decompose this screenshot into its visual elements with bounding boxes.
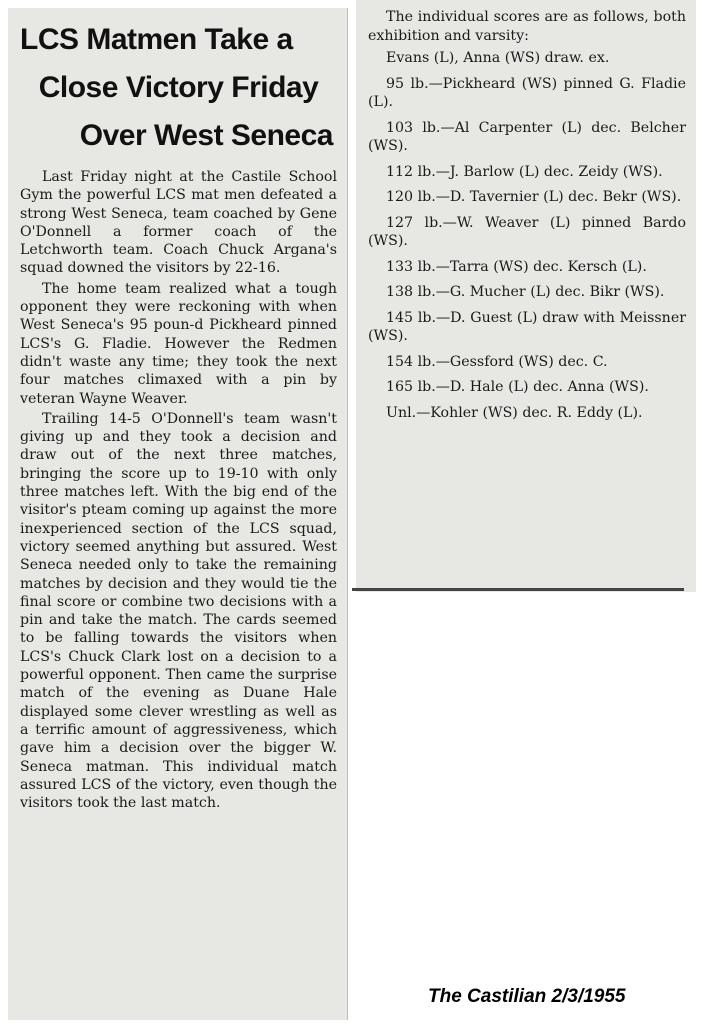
score-line: 103 lb.—Al Carpenter (L) dec. Belcher (WS). [368, 119, 686, 154]
score-line: 133 lb.—Tarra (WS) dec. Kersch (L). [386, 258, 647, 275]
article-paragraph: Last Friday night at the Castile School Gym the powerful LCS mat men defeated a strong West Seneca, team coached by Gene O'Donnell a former coach of the Letchworth team. Coach Chuck Argana's squad downed the visitors by 22-16. [20, 169, 337, 277]
score-line: 112 lb.—J. Barlow (L) dec. Zeidy (WS). [386, 163, 663, 180]
score-line: 154 lb.—Gessford (WS) dec. C. [386, 353, 608, 370]
bottom-rule [352, 588, 684, 591]
scores-intro: The individual scores are as follows, both exhibition and varsity: [368, 9, 686, 44]
headline-line-1: LCS Matmen Take a [20, 23, 293, 56]
article-column [8, 8, 348, 1020]
article-body [20, 168, 337, 812]
score-line: Unl.—Kohler (WS) dec. R. Eddy (L). [386, 404, 643, 421]
article-paragraph: The home team realized what a tough opponent they were reckoning with when West Seneca's 95 poun-d Pickheard pinned LCS's G. Fladie. However the Redmen didn't waste any time; they took the next four matches climaxed with a pin by veteran Wayne Weaver. [20, 280, 337, 407]
headline-line-2: Close Victory Friday [38, 71, 319, 104]
article-paragraph: Trailing 14-5 O'Donnell's team wasn't giving up and they took a decision and draw out of the next three matches, bringing the score up to 19-10 with only three matches left. With the big end of the visitor's pteam coming up against the more inexperienced section of the LCS squad, victory seemed anything but assured. West Seneca needed only to take the remaining matches by decision and they would tie the final score or combine two decisions with a pin and take the match. The cards seemed to be falling towards the visitors when LCS's Chuck Clark lost on a decision to a powerful opponent. Then came the surprise match of the evening as Duane Hale displayed some clever wrestling as well as a terrific amount of aggressiveness, which gave him a decision over the bigger W. Seneca matman. This individual match assured LCS of the victory, even though the visitors took the last match. [20, 410, 337, 812]
source-caption: The Castilian 2/3/1955 [428, 986, 626, 1007]
score-line: 95 lb.—Pickheard (WS) pinned G. Fladie (L). [368, 75, 686, 110]
score-line: Evans (L), Anna (WS) draw. ex. [386, 50, 610, 66]
headline-line-3: Over West Seneca [79, 119, 333, 152]
score-line: 127 lb.—W. Weaver (L) pinned Bardo (WS). [368, 214, 686, 249]
scores-column [356, 0, 696, 592]
score-line: 145 lb.—D. Guest (L) draw with Meissner (WS). [368, 309, 686, 344]
score-line: 138 lb.—G. Mucher (L) dec. Bikr (WS). [386, 284, 665, 300]
score-line: 165 lb.—D. Hale (L) dec. Anna (WS). [386, 379, 649, 395]
score-line: 120 lb.—D. Tavernier (L) dec. Bekr (WS). [386, 189, 682, 205]
